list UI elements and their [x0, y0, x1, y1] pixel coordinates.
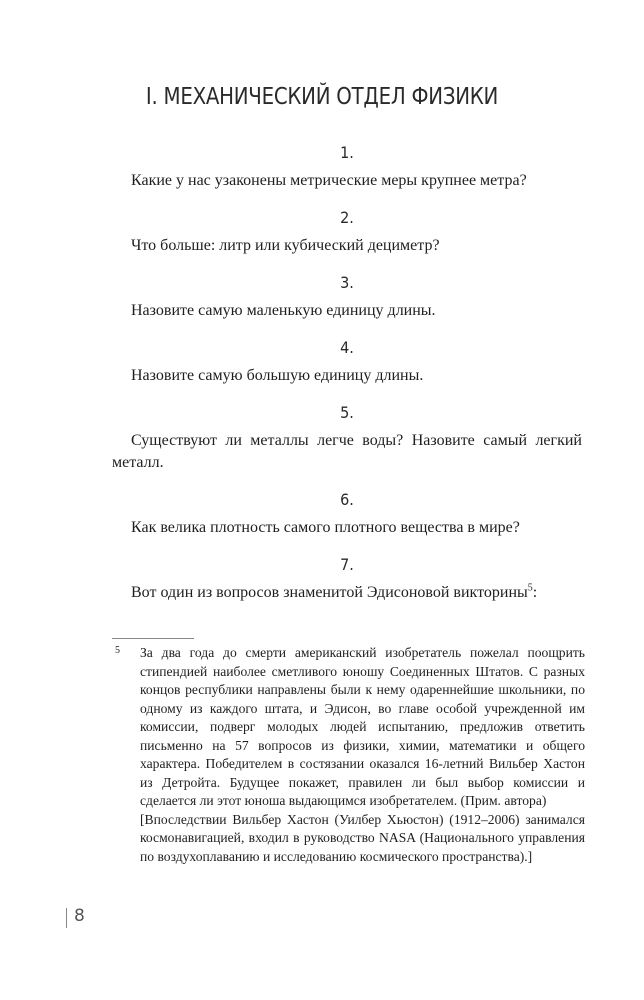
- question-number: 3.: [340, 273, 354, 292]
- section-title: I. МЕХАНИЧЕСКИЙ ОТДЕЛ ФИЗИКИ: [145, 84, 499, 110]
- question-text: Что больше: литр или кубический дециметр?: [131, 237, 440, 254]
- question-text-end: :: [532, 584, 538, 601]
- question-text: Существуют ли металлы легче воды? Назовите самый легкий металл.: [112, 432, 582, 471]
- footnote-mark: 5: [115, 645, 120, 656]
- question-number: 2.: [340, 208, 354, 227]
- question-number: 1.: [340, 143, 354, 162]
- footnote-paragraph: За два года до смерти американский изобретатель пожелал поощрить стипендией наиболее сметливого юношу Соединенных Штатов. С разных концов республики направлены были к нему одареннейшие школьники, по одному из каждого штата, и Эдисон, во главе особой учрежденной им комиссии, подверг молодых людей испытанию, предложив ответить письменно на 57 вопросов из физики, химии, математики и общего характера. Победителем в состязании оказался 16-летний Вильбер Хастон из Детройта. Будущее покажет, правилен ли был выбор комиссии и сделается ли этот юноша выдающимся изобретателем. (Прим. автора): [140, 645, 585, 808]
- question-text: Какие у нас узаконены метрические меры крупнее метра?: [131, 172, 527, 189]
- question-text-body: Вот один из вопросов знаменитой Эдисоновой викторины: [131, 584, 528, 601]
- page-number-label: 8: [74, 906, 85, 926]
- question-number: 6.: [340, 490, 354, 509]
- footnote: [115, 644, 585, 866]
- question-text: Как велика плотность самого плотного вещества в мире?: [131, 519, 520, 536]
- question-number: 4.: [340, 338, 354, 357]
- question-number: 7.: [340, 555, 354, 574]
- question-text: Назовите самую большую единицу длины.: [131, 367, 424, 384]
- question-text: [112, 582, 582, 604]
- page-number-divider: [66, 908, 67, 928]
- question-number: 5.: [340, 403, 354, 422]
- footnote-divider: [112, 638, 194, 639]
- question-text: Назовите самую маленькую единицу длины.: [131, 302, 436, 319]
- footnote-paragraph: [Впоследствии Вильбер Хастон (Уилбер Хьюстон) (1912–2006) занимался космонавигацией, входил в руководство NASA (Национального управления по воздухоплаванию и исследованию космического пространства).]: [140, 811, 585, 864]
- footnote-reference: 5: [527, 582, 533, 594]
